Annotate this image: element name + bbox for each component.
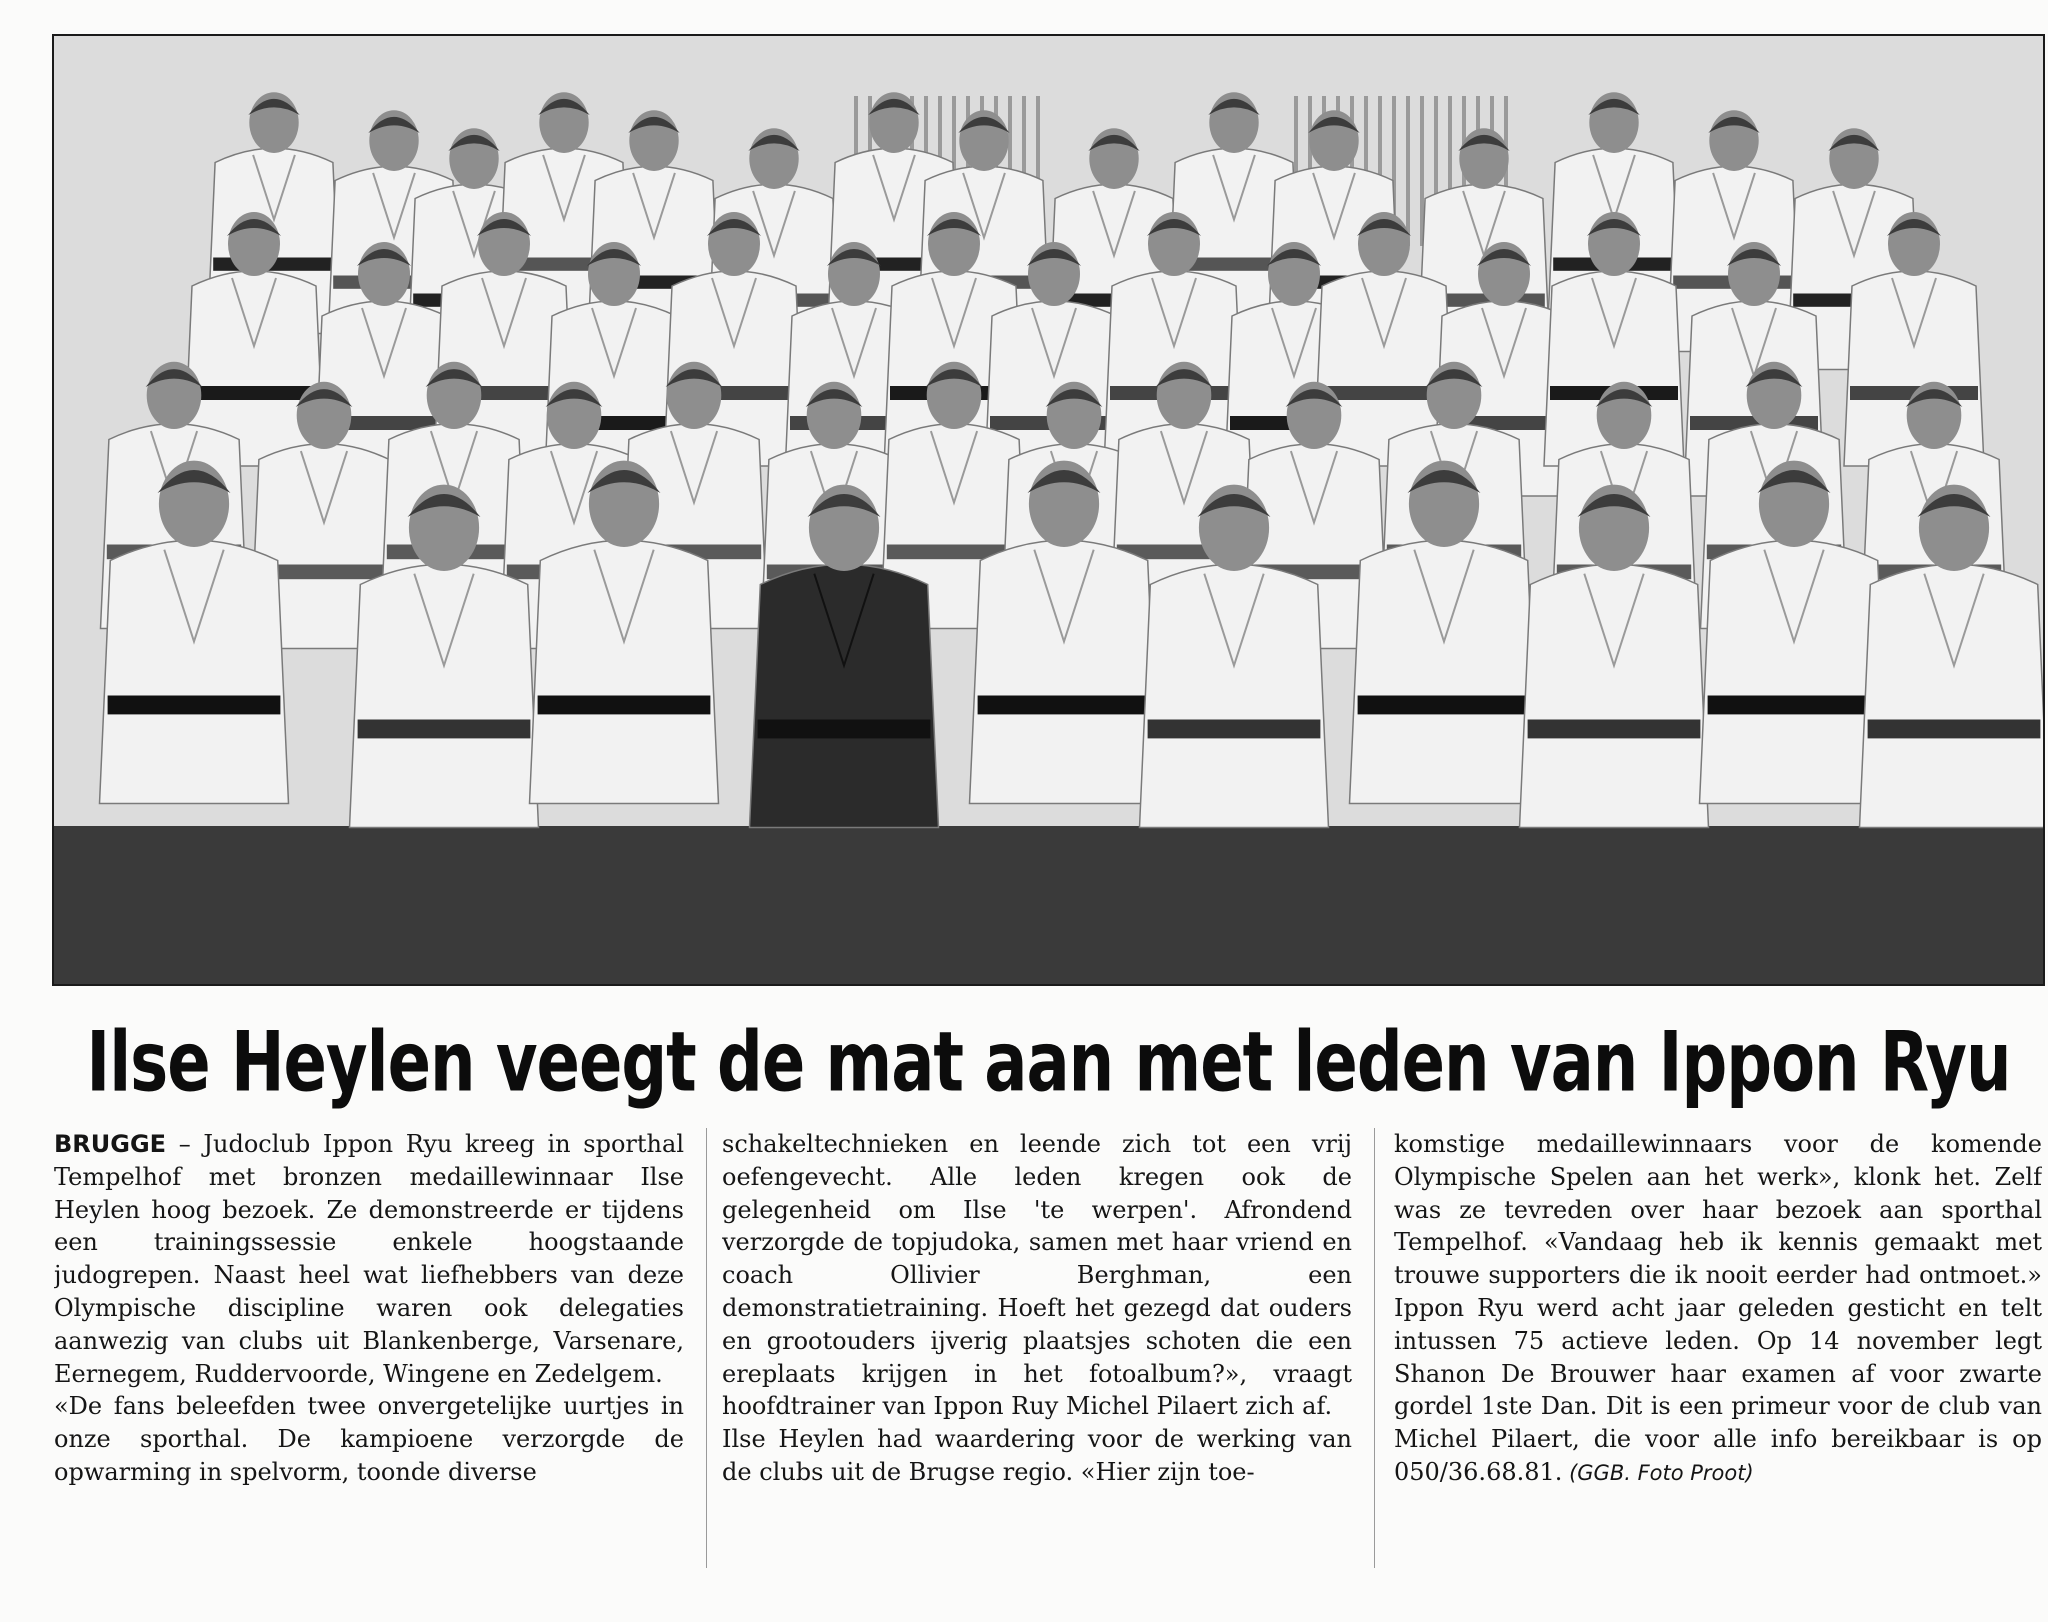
judoka-gi (1860, 564, 2044, 827)
judoka-belt (978, 696, 1151, 715)
article-column-3 (1394, 1128, 2042, 1598)
judoka-gi (1140, 564, 1329, 827)
judoka-gi (970, 540, 1159, 803)
article-column-2 (722, 1128, 1352, 1598)
judoka-belt (190, 386, 318, 400)
lead-text: – Judoclub Ippon Ryu kreeg in sporthal Tempelhof met bronzen medaillewinnaar Ilse Heylen hoog bezoek. Ze demonstreerde er tijdens een trainingssessie enkele hoogstaande judogrepen. Naast heel wat liefhebbers van deze Olympische discipline waren ook delegaties aanwezig van clubs uit Blankenberge, Varsenare, Eernegem, Ruddervoorde, Wingene en Zedelgem. (54, 1130, 684, 1388)
column-1-paragraph-2: «De fans beleefden twee onvergetelijke uurtjes in onze sporthal. De kampioene verzorgde de opwarming in spelvorm, toonde diverse (54, 1392, 684, 1486)
column-1-paragraph-1 (54, 1128, 684, 1390)
judoka-belt (1148, 720, 1321, 739)
judoka-gi (350, 564, 539, 827)
judoka-belt (108, 696, 281, 715)
judoka-belt (1868, 720, 2041, 739)
judoka-belt (1708, 696, 1881, 715)
judoka-gi (750, 564, 939, 827)
wall-bar (1406, 96, 1410, 246)
judoka-gi (1350, 540, 1539, 803)
column-divider (706, 1128, 707, 1568)
judoka-belt (358, 720, 531, 739)
column-3-text: komstige medaillewinnaars voor de komende Olympische Spelen aan het werk», klonk het. Zelf was ze tevreden over haar bezoek aan sporthal Tempelhof. «Vandaag heb ik kennis gemaakt met trouwe supporters die ik nooit eerder had ontmoet.» Ippon Ryu werd acht jaar geleden gesticht en telt intussen 75 actieve leden. Op 14 november legt Shanon De Brouwer haar examen af voor zwarte gordel 1ste Dan. Dit is een primeur voor de club van Michel Pilaert, die voor alle info bereikbaar is op 050/36.68.81. (1394, 1130, 2042, 1486)
group-photo-illustration (54, 36, 2043, 984)
judoka-gi (1520, 564, 1709, 827)
judoka-gi (1700, 540, 1889, 803)
judoka-belt (758, 720, 931, 739)
judoka-belt (538, 696, 711, 715)
group-photo-judo-club (52, 34, 2045, 986)
dateline: BRUGGE (54, 1130, 167, 1158)
column-2-paragraph-2: Ilse Heylen had waardering voor de werking van de clubs uit de Brugse regio. «Hier zijn toe- (722, 1425, 1352, 1486)
photo-floor-mat (54, 826, 2043, 984)
article-body (54, 1128, 2042, 1598)
article-column-1 (54, 1128, 684, 1598)
photo-credit: (GGB. Foto Proot) (1562, 1460, 1754, 1485)
judoka-belt (1528, 720, 1701, 739)
judoka-gi (530, 540, 719, 803)
article-headline: Ilse Heylen veegt de mat aan met leden van Ippon Ryu (86, 1014, 2011, 1112)
judoka-belt (1358, 696, 1531, 715)
column-divider (1374, 1128, 1375, 1568)
column-3-paragraph-1 (1394, 1128, 2042, 1490)
judoka-gi (100, 540, 289, 803)
column-2-paragraph-1: schakeltechnieken en leende zich tot een vrij oefengevecht. Alle leden kregen ook de gelegenheid om Ilse 'te werpen'. Afrondend verzorgde de topjudoka, samen met haar vriend en coach Ollivier Berghman, een demonstratietraining. Hoeft het gezegd dat ouders en grootouders ijverig plaatsjes schoten die een ereplaats krijgen in het fotoalbum?», vraagt hoofdtrainer van Ippon Ruy Michel Pilaert zich af. (722, 1130, 1352, 1421)
